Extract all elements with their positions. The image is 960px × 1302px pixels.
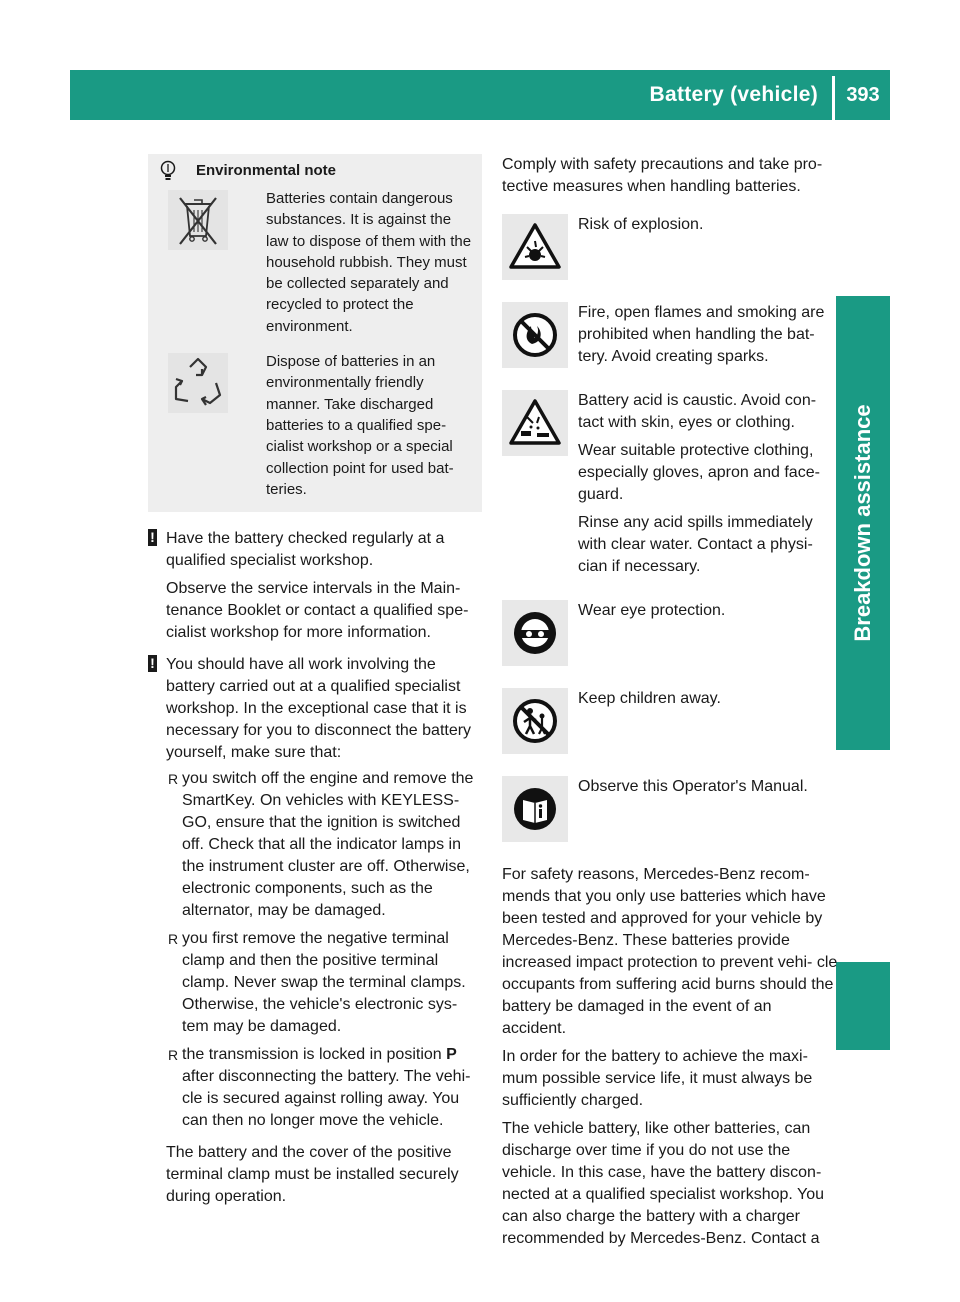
workshop-note-intro: You should have all work involving the battery carried out at a qualified specialist workshop. In the exceptional case that it is necessary for you to disconnect the battery yourself, make sure that: [166,656,472,762]
list-item-text: you first remove the negative terminal clamp and then the positive terminal clamp. Never swap the terminal clamps. Otherwise, the vehicle's electronic sys- tem may be damaged. [182,930,466,1036]
warning-corrosive [502,390,838,578]
warning-explosion [502,214,838,280]
env-item-disposal [158,188,472,337]
warning-line: Battery acid is caustic. Avoid con- tact with skin, eyes or clothing. [578,392,817,431]
bullet-mark: R [168,771,179,788]
environmental-note-title: Environmental note [196,162,337,179]
warning-no-fire-text [578,302,838,368]
warning-line: Keep children away. [578,690,721,707]
warning-explosion-text [578,214,703,280]
section-title: Battery (vehicle) [649,83,818,106]
lightbulb-icon [158,160,178,182]
keep-children-away-icon [502,688,568,754]
gear-position-p: P [446,1046,457,1064]
warning-corrosive-text [578,390,838,578]
service-note-text-2: Observe the service intervals in the Main- tenance Booklet or contact a qualified spe- cialist workshop for more information. [166,580,469,642]
warning-eye-protection [502,600,838,666]
body-paragraph: For safety reasons, Mercedes-Benz recom- mends that you only use batteries which have been tested and approved for your vehicle by Mercedes-Benz. These batteries provide increased impact protection to prevent vehi- cle occupants from suffering acid burns should the battery be damaged in the event of an accident. [502,866,838,1037]
notice-mark: ! [148,655,157,672]
page-number: 393 [846,84,880,106]
bullet-mark: R [168,1047,179,1064]
environmental-note-header [158,158,472,184]
warning-line: Fire, open flames and smoking are prohibited when handling the bat- tery. Avoid creating sparks. [578,304,825,365]
list-item [166,768,482,922]
body-paragraph: The vehicle battery, like other batteries, can discharge over time if you do not use the vehicle. In this case, have the battery discon- nected at a qualified specialist workshop. You can also charge the battery with a charger recommended by Mercedes-Benz. Contact a [502,1120,824,1247]
recycle-icon [168,353,228,413]
warning-line: Rinse any acid spills immediately with clear water. Contact a physi- cian if necessary. [578,514,813,575]
list-item [166,928,482,1038]
warning-manual-text [578,776,808,842]
warning-manual [502,776,838,842]
warning-children-text [578,688,721,754]
page-header [70,70,890,120]
workshop-note-list [166,768,482,1132]
service-note-text-1: Have the battery checked regularly at a qualified specialist workshop. [166,530,445,570]
list-item-text-post: after disconnecting the battery. The vehi- cle is secured against rolling away. You can then no longer move the vehicle. [182,1068,471,1130]
service-note [148,528,482,644]
warning-line: Observe this Operator's Manual. [578,778,808,795]
explosion-warning-icon [502,214,568,280]
warning-eye-protection-text [578,600,725,666]
warning-no-fire [502,302,838,368]
environmental-note [148,154,482,512]
crossed-bin-icon [168,190,228,250]
env-item-disposal-text: Batteries contain dangerous substances. It is against the law to dispose of them with the household rubbish. They must be collected separately and recycled to protect the environment. [266,190,472,335]
env-item-recycling [158,351,472,500]
left-column [148,154,482,1208]
body-paragraph: In order for the battery to achieve the maxi- mum possible service life, it must always be sufficiently charged. [502,1048,813,1109]
page-edge-marker [836,962,890,1050]
warning-line: Risk of explosion. [578,216,704,233]
list-item [166,1044,482,1132]
warning-children [502,688,838,754]
corrosive-warning-icon [502,390,568,456]
chapter-tab [836,296,890,750]
header-divider [832,76,835,120]
env-item-recycling-text: Dispose of batteries in an environmentally friendly manner. Take discharged batteries to a qualified spe- cialist workshop or a special collection point for used bat- teries. [266,353,454,498]
read-manual-icon [502,776,568,842]
warning-line: Wear eye protection. [578,602,726,619]
chapter-tab-label: Breakdown assistance [850,404,875,642]
eye-protection-icon [502,600,568,666]
list-item-text: you switch off the engine and remove the SmartKey. On vehicles with KEYLESS- GO, ensure that the ignition is switched off. Check that all the indicator lamps in the instrument cluster are off. Otherwise, electronic components, such as the alternator, may be damaged. [182,770,474,920]
no-fire-icon [502,302,568,368]
warning-line: Wear suitable protective clothing, especially gloves, apron and face- guard. [578,442,820,503]
bullet-mark: R [168,931,179,948]
installation-note: The battery and the cover of the positive terminal clamp must be installed securely during operation. [166,1144,459,1206]
notice-mark: ! [148,529,157,546]
safety-intro: Comply with safety precautions and take pro- tective measures when handling batteries. [502,156,823,195]
right-column [502,154,838,1250]
list-item-text-pre: the transmission is locked in position [182,1046,447,1064]
workshop-note [148,654,482,1132]
